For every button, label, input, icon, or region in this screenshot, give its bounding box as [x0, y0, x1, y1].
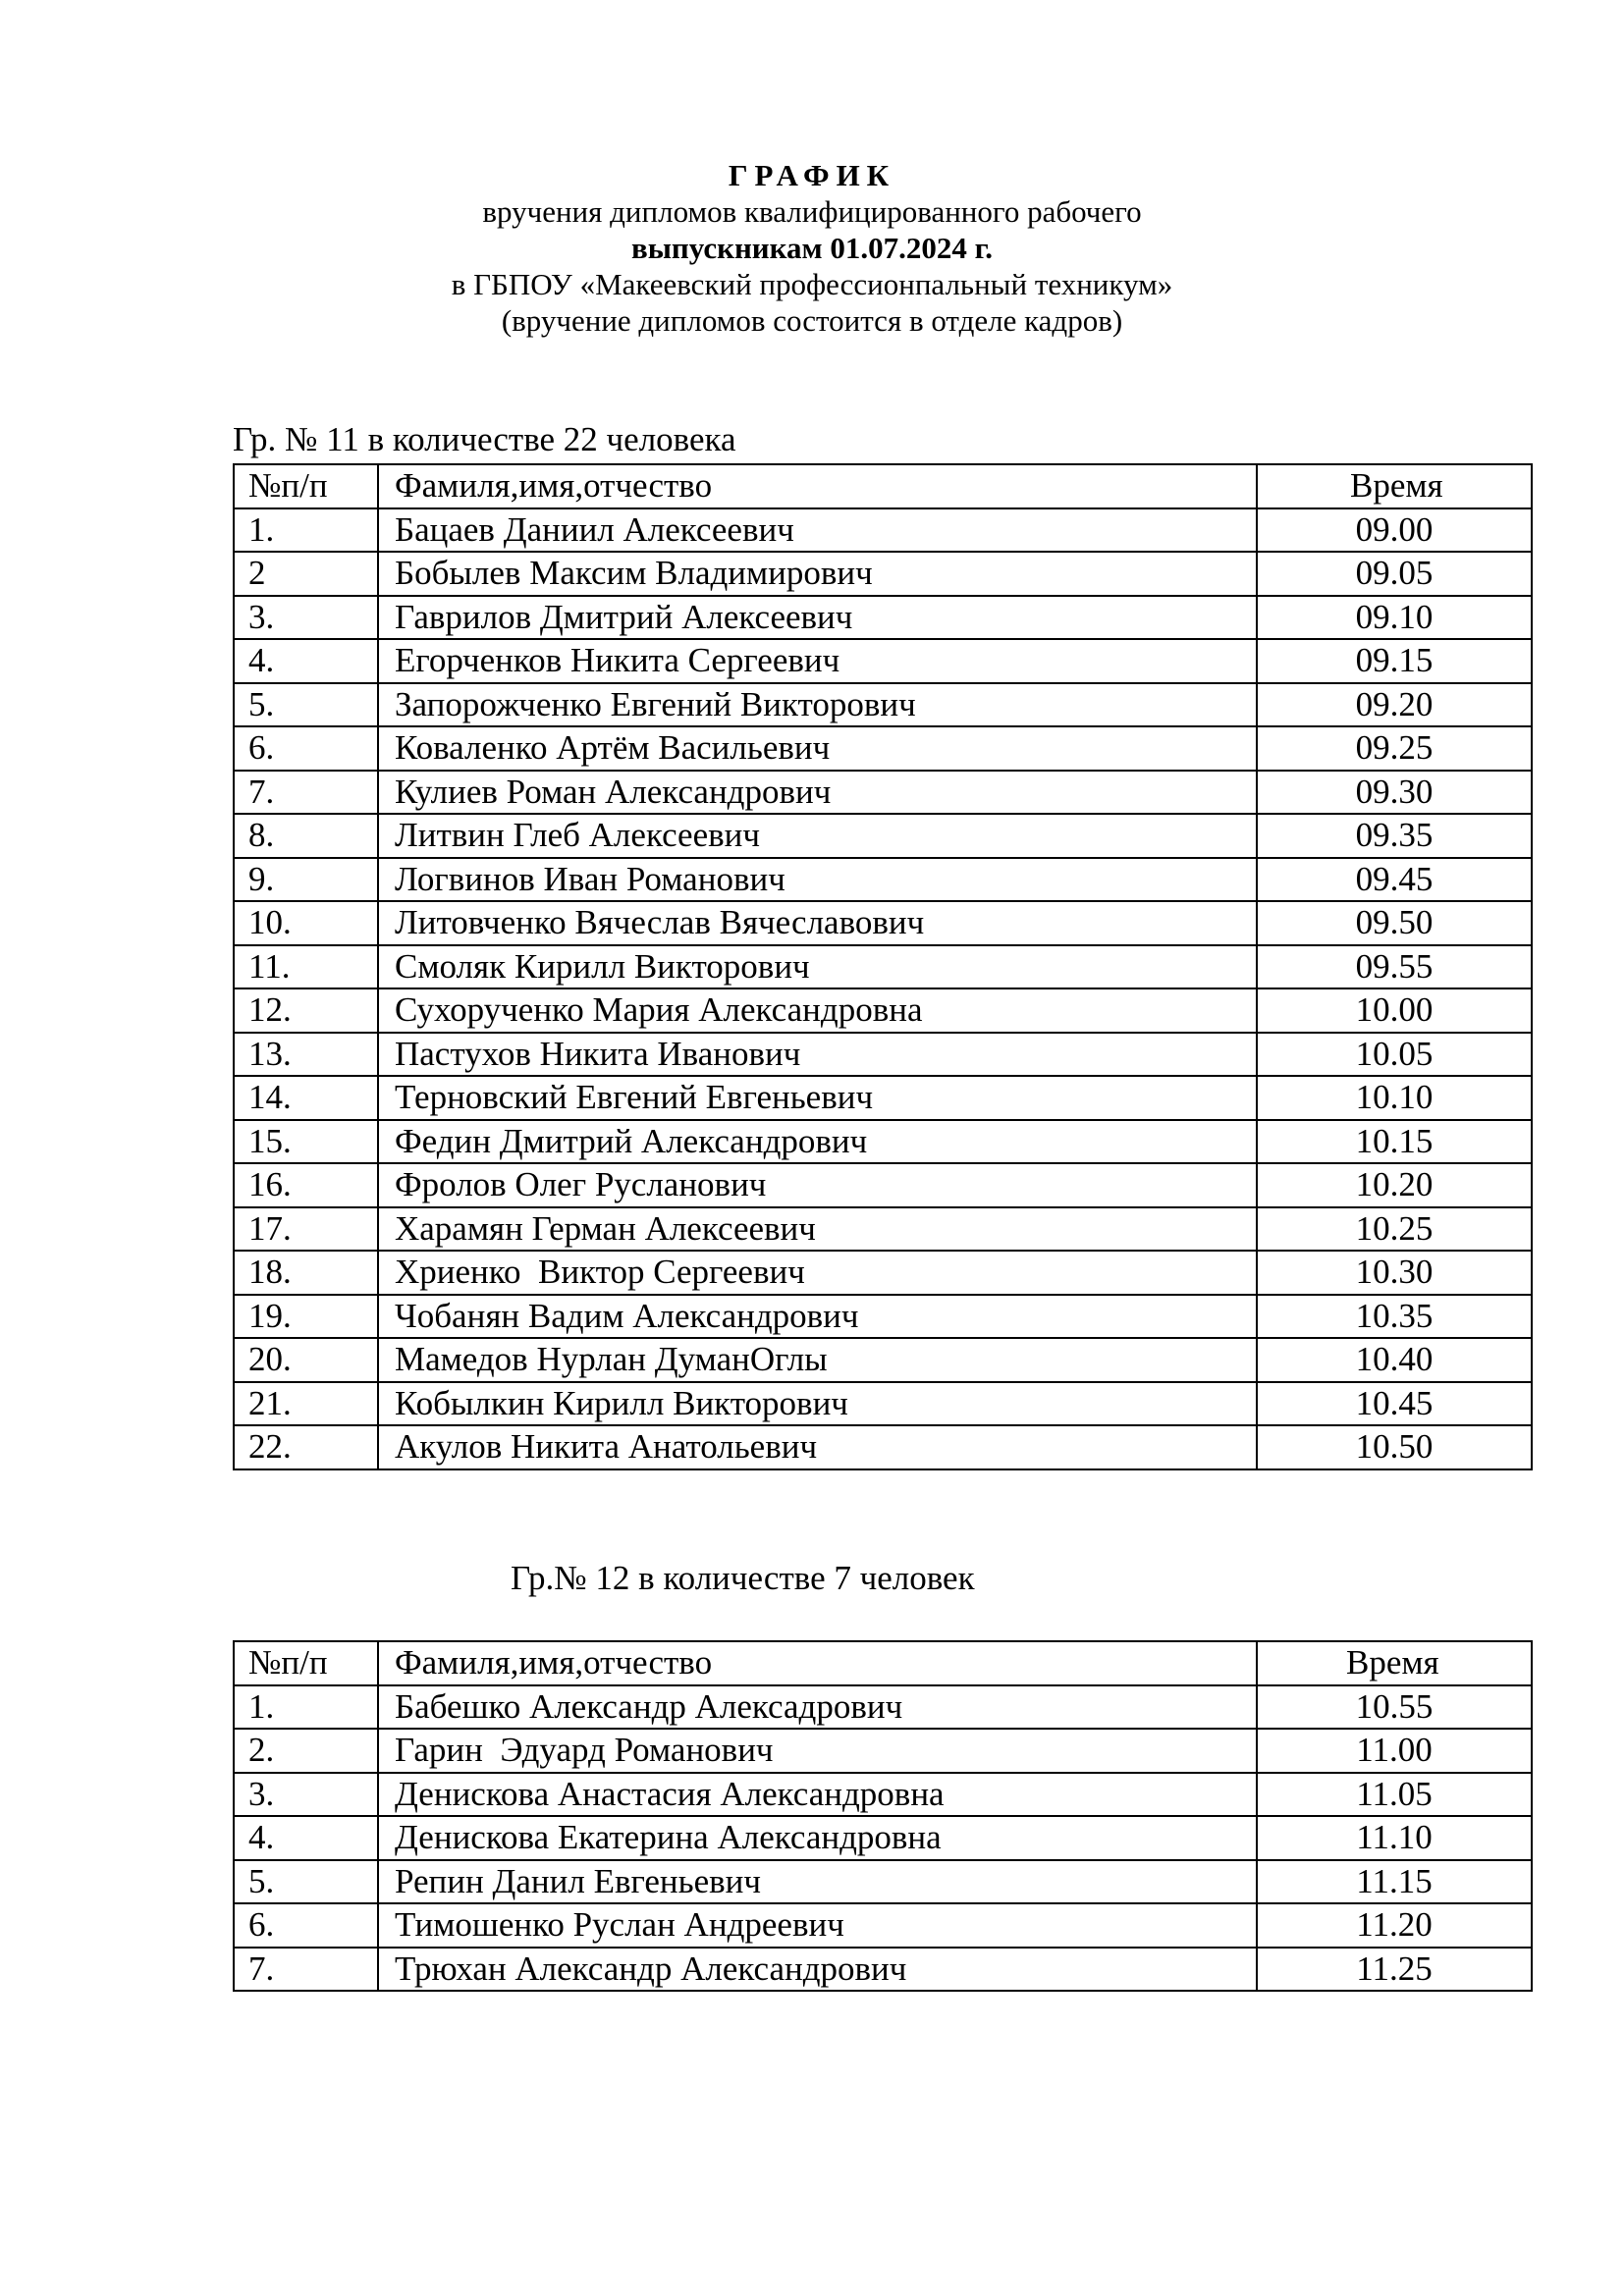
column-header-time: Время [1257, 1641, 1532, 1685]
full-name-cell: Пастухов Никита Иванович [378, 1033, 1257, 1077]
table-row [234, 1816, 1532, 1860]
time-cell: 09.45 [1257, 858, 1532, 902]
full-name-cell: Литовченко Вячеслав Вячеславович [378, 901, 1257, 945]
row-number-cell: 12. [234, 988, 378, 1033]
full-name-cell: Трюхан Александр Александрович [378, 1948, 1257, 1992]
full-name-cell: Акулов Никита Анатольевич [378, 1425, 1257, 1469]
full-name-cell: Коваленко Артём Васильевич [378, 726, 1257, 771]
time-cell: 09.55 [1257, 945, 1532, 989]
full-name-cell: Бацаев Даниил Алексеевич [378, 508, 1257, 553]
full-name-cell: Гаврилов Дмитрий Алексеевич [378, 596, 1257, 640]
group-11-table [233, 463, 1533, 1470]
table-row [234, 814, 1532, 858]
full-name-cell: Чобанян Вадим Александрович [378, 1295, 1257, 1339]
row-number-cell: 18. [234, 1251, 378, 1295]
time-cell: 09.15 [1257, 639, 1532, 683]
time-cell: 10.40 [1257, 1338, 1532, 1382]
table-row [234, 639, 1532, 683]
table-row [234, 1425, 1532, 1469]
full-name-cell: Смоляк Кирилл Викторович [378, 945, 1257, 989]
full-name-cell: Тимошенко Руслан Андреевич [378, 1903, 1257, 1948]
full-name-cell: Запорожченко Евгений Викторович [378, 683, 1257, 727]
table-row [234, 552, 1532, 596]
column-header-full-name: Фамиля,имя,отчество [378, 1641, 1257, 1685]
time-cell: 10.15 [1257, 1120, 1532, 1164]
table-row [234, 901, 1532, 945]
row-number-cell: 9. [234, 858, 378, 902]
time-cell: 10.30 [1257, 1251, 1532, 1295]
time-cell: 09.20 [1257, 683, 1532, 727]
row-number-cell: 1. [234, 1685, 378, 1730]
time-cell: 11.15 [1257, 1860, 1532, 1904]
row-number-cell: 13. [234, 1033, 378, 1077]
row-number-cell: 11. [234, 945, 378, 989]
time-cell: 09.35 [1257, 814, 1532, 858]
time-cell: 11.25 [1257, 1948, 1532, 1992]
full-name-cell: Литвин Глеб Алексеевич [378, 814, 1257, 858]
table-row [234, 1251, 1532, 1295]
row-number-cell: 6. [234, 726, 378, 771]
table-row [234, 1773, 1532, 1817]
row-number-cell: 4. [234, 639, 378, 683]
time-cell: 09.05 [1257, 552, 1532, 596]
time-cell: 10.10 [1257, 1076, 1532, 1120]
table-row [234, 1903, 1532, 1948]
row-number-cell: 16. [234, 1163, 378, 1207]
full-name-cell: Сухорученко Мария Александровна [378, 988, 1257, 1033]
header-line-3: в ГБПОУ «Макеевский профессионпальный техникум» [451, 267, 1173, 301]
full-name-cell: Бобылев Максим Владимирович [378, 552, 1257, 596]
row-number-cell: 7. [234, 771, 378, 815]
time-cell: 10.50 [1257, 1425, 1532, 1469]
row-number-cell: 21. [234, 1382, 378, 1426]
column-header-time: Время [1257, 464, 1532, 508]
row-number-cell: 19. [234, 1295, 378, 1339]
table-row [234, 945, 1532, 989]
time-cell: 11.05 [1257, 1773, 1532, 1817]
document-title: ГРАФИК [728, 158, 896, 192]
table-row [234, 1948, 1532, 1992]
full-name-cell: Федин Дмитрий Александрович [378, 1120, 1257, 1164]
row-number-cell: 17. [234, 1207, 378, 1252]
table-header-row [234, 1641, 1532, 1685]
time-cell: 11.20 [1257, 1903, 1532, 1948]
time-cell: 10.00 [1257, 988, 1532, 1033]
header-line-4: (вручение дипломов состоится в отделе кадров) [501, 303, 1123, 338]
time-cell: 10.45 [1257, 1382, 1532, 1426]
full-name-cell: Харамян Герман Алексеевич [378, 1207, 1257, 1252]
table-row [234, 1382, 1532, 1426]
column-header-row-number: №п/п [234, 1641, 378, 1685]
header-line-1: вручения дипломов квалифицированного рабочего [482, 194, 1142, 229]
time-cell: 10.25 [1257, 1207, 1532, 1252]
group-11-caption: Гр. № 11 в количестве 22 человека [233, 420, 736, 458]
row-number-cell: 6. [234, 1903, 378, 1948]
table-row [234, 1685, 1532, 1730]
full-name-cell: Хриенко Виктор Сергеевич [378, 1251, 1257, 1295]
time-cell: 09.50 [1257, 901, 1532, 945]
table-row [234, 858, 1532, 902]
row-number-cell: 10. [234, 901, 378, 945]
table-row [234, 1295, 1532, 1339]
time-cell: 09.00 [1257, 508, 1532, 553]
row-number-cell: 5. [234, 1860, 378, 1904]
document-header [0, 157, 1624, 339]
full-name-cell: Терновский Евгений Евгеньевич [378, 1076, 1257, 1120]
row-number-cell: 7. [234, 1948, 378, 1992]
row-number-cell: 2 [234, 552, 378, 596]
full-name-cell: Логвинов Иван Романович [378, 858, 1257, 902]
time-cell: 09.10 [1257, 596, 1532, 640]
table-row [234, 1729, 1532, 1773]
table-row [234, 508, 1532, 553]
time-cell: 11.00 [1257, 1729, 1532, 1773]
full-name-cell: Фролов Олег Русланович [378, 1163, 1257, 1207]
time-cell: 10.35 [1257, 1295, 1532, 1339]
row-number-cell: 4. [234, 1816, 378, 1860]
full-name-cell: Бабешко Александр Алексадрович [378, 1685, 1257, 1730]
row-number-cell: 20. [234, 1338, 378, 1382]
table-row [234, 596, 1532, 640]
full-name-cell: Мамедов Нурлан ДуманОглы [378, 1338, 1257, 1382]
full-name-cell: Кобылкин Кирилл Викторович [378, 1382, 1257, 1426]
column-header-row-number: №п/п [234, 464, 378, 508]
table-row [234, 988, 1532, 1033]
row-number-cell: 14. [234, 1076, 378, 1120]
group-12-caption: Гр.№ 12 в количестве 7 человек [511, 1559, 975, 1597]
table-row [234, 1163, 1532, 1207]
row-number-cell: 15. [234, 1120, 378, 1164]
row-number-cell: 1. [234, 508, 378, 553]
full-name-cell: Кулиев Роман Александрович [378, 771, 1257, 815]
time-cell: 09.25 [1257, 726, 1532, 771]
time-cell: 10.05 [1257, 1033, 1532, 1077]
table-row [234, 1033, 1532, 1077]
time-cell: 11.10 [1257, 1816, 1532, 1860]
table-row [234, 771, 1532, 815]
table-row [234, 1076, 1532, 1120]
time-cell: 09.30 [1257, 771, 1532, 815]
row-number-cell: 3. [234, 1773, 378, 1817]
table-row [234, 1860, 1532, 1904]
row-number-cell: 5. [234, 683, 378, 727]
time-cell: 10.20 [1257, 1163, 1532, 1207]
table-row [234, 1338, 1532, 1382]
full-name-cell: Денискова Анастасия Александровна [378, 1773, 1257, 1817]
full-name-cell: Репин Данил Евгеньевич [378, 1860, 1257, 1904]
column-header-full-name: Фамиля,имя,отчество [378, 464, 1257, 508]
table-row [234, 1120, 1532, 1164]
row-number-cell: 8. [234, 814, 378, 858]
full-name-cell: Денискова Екатерина Александровна [378, 1816, 1257, 1860]
full-name-cell: Егорченков Никита Сергеевич [378, 639, 1257, 683]
table-row [234, 1207, 1532, 1252]
row-number-cell: 22. [234, 1425, 378, 1469]
row-number-cell: 2. [234, 1729, 378, 1773]
full-name-cell: Гарин Эдуард Романович [378, 1729, 1257, 1773]
row-number-cell: 3. [234, 596, 378, 640]
table-row [234, 726, 1532, 771]
table-row [234, 683, 1532, 727]
time-cell: 10.55 [1257, 1685, 1532, 1730]
header-line-2: выпускникам 01.07.2024 г. [630, 231, 994, 265]
group-12-table [233, 1640, 1533, 1992]
table-header-row [234, 464, 1532, 508]
